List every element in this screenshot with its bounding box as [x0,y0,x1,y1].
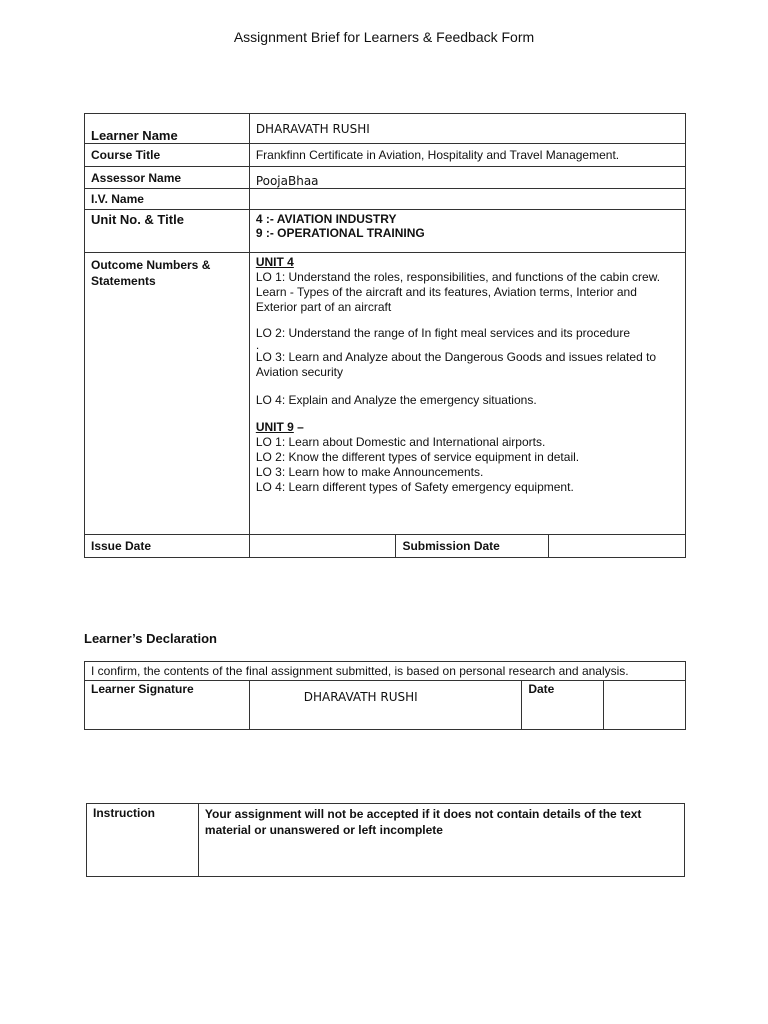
outcome-label: Outcome Numbers & Statements [85,253,250,535]
instruction-table [86,803,685,877]
unit-title-value [249,210,685,253]
unit4-lo2: LO 2: Understand the range of In fight meal services and its procedure [255,326,631,340]
assignment-brief-table [84,113,686,558]
unit9-lo3: LO 3: Learn how to make Announcements. [255,465,484,479]
unit4-lo3: LO 3: Learn and Analyze about the Dangerous Goods and issues related to Aviation security [255,350,657,379]
learner-name-label: Learner Name [85,114,250,144]
page-title: Assignment Brief for Learners & Feedback Form [233,29,535,45]
unit4-heading: UNIT 4 [255,255,294,269]
unit9-lo4: LO 4: Learn different types of Safety emergency equipment. [255,480,574,494]
outcome-statements [249,253,685,535]
learner-signature-label: Learner Signature [85,681,250,730]
learner-name-value: DHARAVATH RUSHI [249,114,685,144]
course-title-label: Course Title [85,144,250,167]
declaration-date-label: Date [522,681,604,730]
assessor-name-label: Assessor Name [85,167,250,189]
declaration-heading: Learner’s Declaration [84,631,217,646]
submission-date-label: Submission Date [396,535,549,558]
unit9-heading: UNIT 9 [255,420,294,434]
unit4-lo2-dot: . [255,338,260,352]
instruction-text: Your assignment will not be accepted if it does not contain details of the text material or unanswered or left incomplete [198,804,684,877]
iv-name-label: I.V. Name [85,189,250,210]
unit9-lo2: LO 2: Know the different types of service equipment in detail. [255,450,580,464]
declaration-statement: I confirm, the contents of the final assignment submitted, is based on personal research and analysis. [85,662,686,681]
unit-title-label: Unit No. & Title [85,210,250,253]
unit4-lo1: LO 1: Understand the roles, responsibilities, and functions of the cabin crew. Learn - Types of the aircraft and its features, Aviation terms, Interior and Exterior part of an aircraft [255,270,661,314]
learner-signature-value: DHARAVATH RUSHI [249,681,522,730]
declaration-table [84,661,686,730]
course-title-value: Frankfinn Certificate in Aviation, Hospitality and Travel Management. [249,144,685,167]
unit-line-1: 4 :- AVIATION INDUSTRY [255,212,397,226]
issue-date-value [249,535,396,558]
submission-date-value [549,535,686,558]
declaration-date-value [604,681,686,730]
instruction-label: Instruction [87,804,199,877]
unit9-lo1: LO 1: Learn about Domestic and International airports. [255,435,546,449]
unit9-dash: – [293,420,304,434]
issue-date-label: Issue Date [85,535,250,558]
unit4-lo4: LO 4: Explain and Analyze the emergency situations. [255,393,537,407]
iv-name-value [249,189,685,210]
unit-line-2: 9 :- OPERATIONAL TRAINING [255,226,425,240]
assessor-name-value: PoojaBhaa [249,167,685,189]
